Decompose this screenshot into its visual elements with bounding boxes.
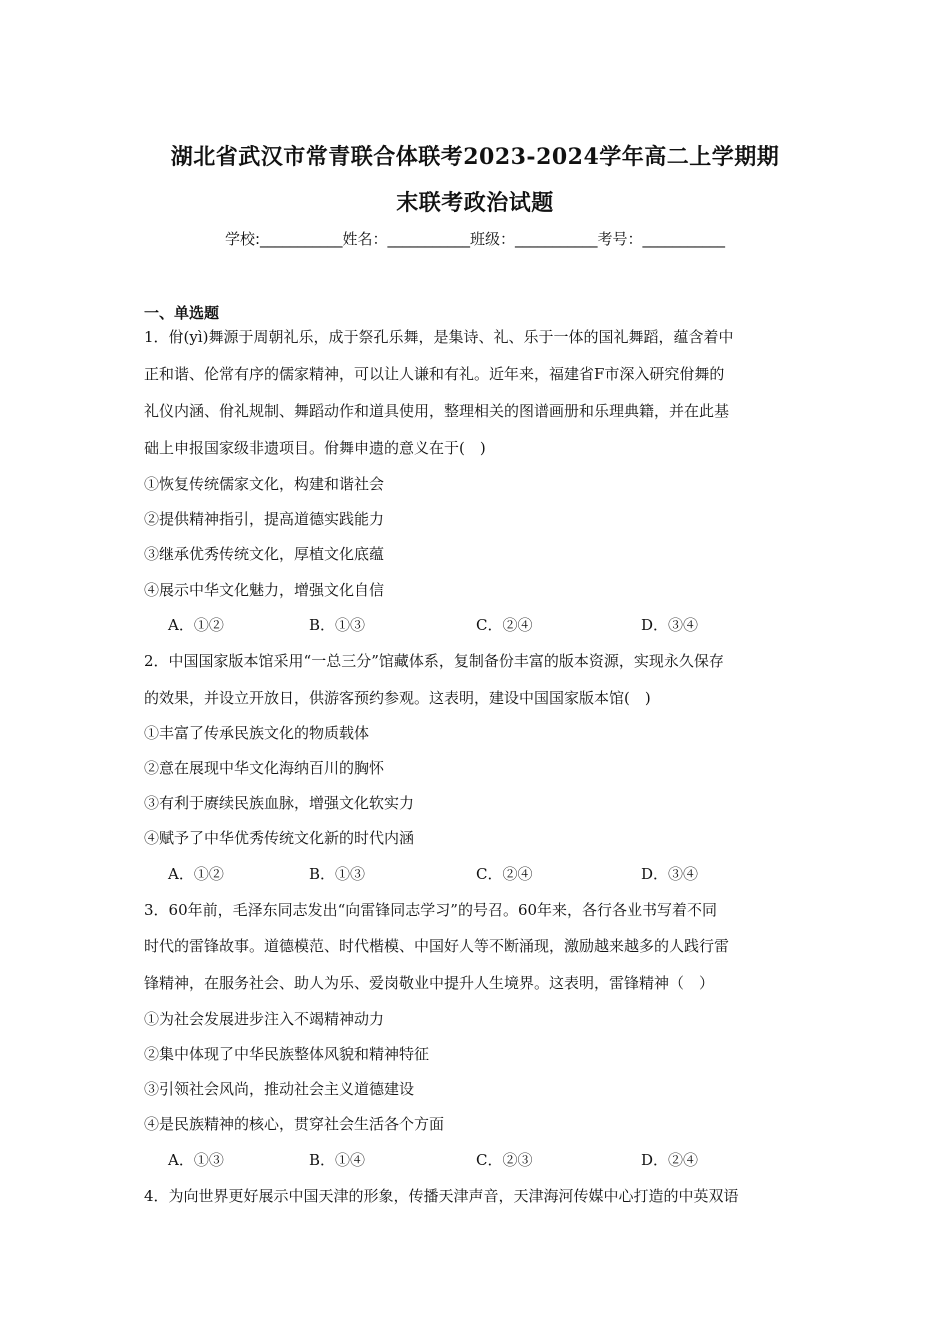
question-3-option-a: A．①③ [168,1151,224,1169]
question-1-line-3: 礼仪内涵、佾礼规制、舞蹈动作和道具使用，整理相关的图谱画册和乐理典籍，并在此基 [144,402,730,420]
question-3-line-1: 3．60年前，毛泽东同志发出“向雷锋同志学习”的号召。60年来，各行各业书写着不同 [144,901,718,919]
question-2-option-c: C．②④ [476,865,533,883]
question-1-statement-3: ③继承优秀传统文化，厚植文化底蕴 [144,545,385,563]
question-2-statement-3: ③有利于赓续民族血脉，增强文化软实力 [144,794,415,812]
question-3-option-d: D．②④ [641,1151,699,1169]
question-2-line-1: 2．中国国家版本馆采用“一总三分”馆藏体系，复制备份丰富的版本资源，实现永久保存 [144,652,724,670]
question-3-statement-4: ④是民族精神的核心，贯穿社会生活各个方面 [144,1115,445,1133]
question-2-statement-4: ④赋予了中华优秀传统文化新的时代内涵 [144,829,415,847]
question-2-statement-1: ①丰富了传承民族文化的物质载体 [144,724,370,742]
question-2-option-a: A．①② [168,865,224,883]
question-4-line-1: 4．为向世界更好展示中国天津的形象，传播天津声音，天津海河传媒中心打造的中英双语 [144,1187,739,1205]
question-1-line-2: 正和谐、伦常有序的儒家精神，可以让人谦和有礼。近年来，福建省F市深入研究佾舞的 [144,365,725,383]
document-title-line2: 末联考政治试题 [396,190,554,216]
question-1-statement-4: ④展示中华文化魅力，增强文化自信 [144,581,385,599]
question-1-statement-2: ②提供精神指引，提高道德实践能力 [144,510,385,528]
question-3-option-c: C．②③ [476,1151,533,1169]
question-3-option-b: B．①④ [309,1151,366,1169]
question-3-line-2: 时代的雷锋故事。道德模范、时代楷模、中国好人等不断涌现，激励越来越多的人践行雷 [144,937,730,955]
question-2-statement-2: ②意在展现中华文化海纳百川的胸怀 [144,759,385,777]
question-3-statement-2: ②集中体现了中华民族整体风貌和精神特征 [144,1045,430,1063]
question-1-option-c: C．②④ [476,616,533,634]
question-2-line-2: 的效果，并设立开放日，供游客预约参观。这表明，建设中国国家版本馆( ) [144,689,651,707]
section-title: 一、单选题 [144,304,220,322]
question-2-option-d: D．③④ [641,865,699,883]
document-title-line1: 湖北省武汉市常青联合体联考2023-2024学年高二上学期期 [170,144,780,170]
question-1-line-4: 础上申报国家级非遗项目。佾舞申遗的意义在于( ) [144,439,486,457]
student-info-line: 学校:___________姓名：___________班级：___________考号：___________ [224,230,726,248]
question-3-statement-3: ③引领社会风尚，推动社会主义道德建设 [144,1080,415,1098]
question-3-line-3: 锋精神，在服务社会、助人为乐、爱岗敬业中提升人生境界。这表明，雷锋精神（ ） [144,974,715,992]
question-3-statement-1: ①为社会发展进步注入不竭精神动力 [144,1010,385,1028]
question-1-line-1: 1．佾(yì)舞源于周朝礼乐，成于祭孔乐舞，是集诗、礼、乐于一体的国礼舞蹈，蕴含着中 [144,328,734,346]
question-1-option-a: A．①② [168,616,224,634]
question-2-option-b: B．①③ [309,865,366,883]
question-1-statement-1: ①恢复传统儒家文化，构建和谐社会 [144,475,385,493]
question-1-option-b: B．①③ [309,616,366,634]
question-1-option-d: D．③④ [641,616,699,634]
